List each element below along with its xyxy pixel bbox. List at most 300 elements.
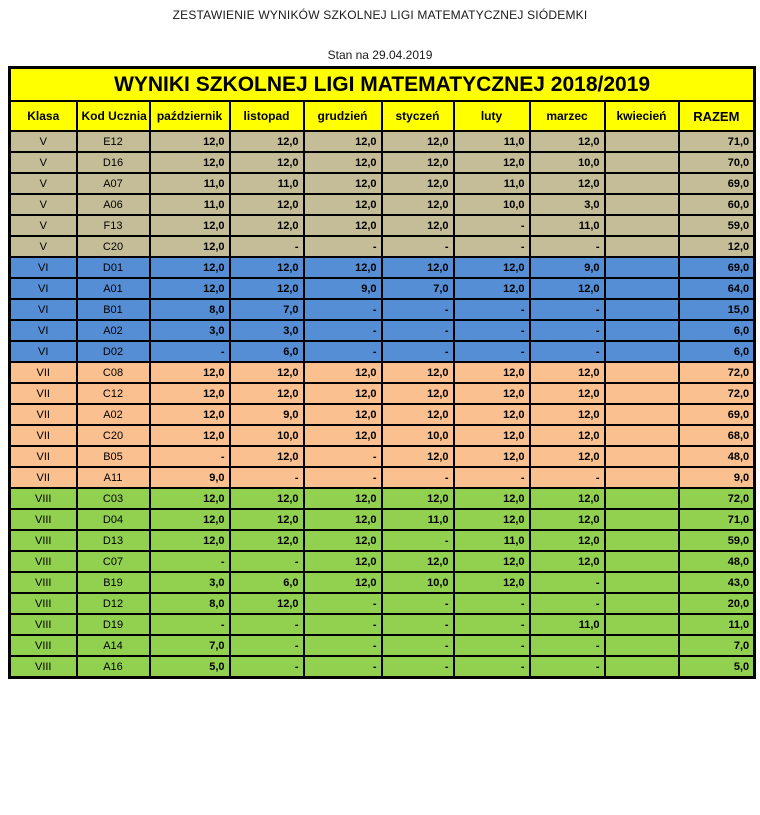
score-cell-luty: 12,0 [454, 152, 530, 173]
score-cell-luty: 12,0 [454, 446, 530, 467]
score-cell-kwiecień [605, 446, 679, 467]
score-cell-październik: - [150, 341, 230, 362]
score-cell-styczeń: - [382, 320, 454, 341]
table-head [10, 68, 755, 132]
kod-cell: C08 [77, 362, 150, 383]
score-cell-listopad: 6,0 [230, 572, 304, 593]
score-cell-październik: 12,0 [150, 488, 230, 509]
score-cell-kwiecień [605, 425, 679, 446]
razem-cell: 69,0 [679, 173, 755, 194]
score-cell-grudzień: 12,0 [304, 257, 382, 278]
score-cell-grudzień: - [304, 236, 382, 257]
score-cell-marzec: 12,0 [530, 509, 605, 530]
header-cell-październik: październik [150, 101, 230, 131]
score-cell-listopad: 6,0 [230, 341, 304, 362]
score-cell-styczeń: 12,0 [382, 152, 454, 173]
razem-cell: 7,0 [679, 635, 755, 656]
table-row [10, 131, 755, 152]
score-cell-listopad: - [230, 656, 304, 678]
razem-cell: 12,0 [679, 236, 755, 257]
razem-cell: 48,0 [679, 446, 755, 467]
score-cell-marzec: 12,0 [530, 530, 605, 551]
score-cell-marzec: 10,0 [530, 152, 605, 173]
score-cell-listopad: 12,0 [230, 446, 304, 467]
score-cell-marzec: - [530, 593, 605, 614]
score-cell-styczeń: 12,0 [382, 173, 454, 194]
score-cell-listopad: - [230, 236, 304, 257]
score-cell-luty: 12,0 [454, 509, 530, 530]
score-cell-marzec: 12,0 [530, 446, 605, 467]
score-cell-marzec: 12,0 [530, 551, 605, 572]
score-cell-grudzień: - [304, 614, 382, 635]
score-cell-kwiecień [605, 593, 679, 614]
score-cell-grudzień: 12,0 [304, 173, 382, 194]
score-cell-marzec: 12,0 [530, 131, 605, 152]
score-cell-październik: 12,0 [150, 257, 230, 278]
klasa-cell: V [10, 131, 77, 152]
kod-cell: C20 [77, 425, 150, 446]
score-cell-marzec: 12,0 [530, 362, 605, 383]
table-row [10, 194, 755, 215]
table-row [10, 635, 755, 656]
score-cell-październik: 12,0 [150, 383, 230, 404]
score-cell-listopad: - [230, 635, 304, 656]
score-cell-grudzień: 12,0 [304, 530, 382, 551]
kod-cell: D02 [77, 341, 150, 362]
table-header-row [10, 101, 755, 131]
results-table [8, 66, 756, 679]
page-subtitle: Stan na 29.04.2019 [327, 48, 433, 62]
header-cell-razem: RAZEM [679, 101, 755, 131]
table-row [10, 383, 755, 404]
score-cell-kwiecień [605, 572, 679, 593]
score-cell-kwiecień [605, 530, 679, 551]
razem-cell: 69,0 [679, 257, 755, 278]
score-cell-październik: 12,0 [150, 425, 230, 446]
score-cell-listopad: 12,0 [230, 278, 304, 299]
table-row [10, 215, 755, 236]
score-cell-listopad: 10,0 [230, 425, 304, 446]
score-cell-styczeń: - [382, 593, 454, 614]
score-cell-luty: 11,0 [454, 131, 530, 152]
razem-cell: 59,0 [679, 530, 755, 551]
score-cell-kwiecień [605, 614, 679, 635]
score-cell-luty: 11,0 [454, 173, 530, 194]
header-cell-kod-ucznia: Kod Ucznia [77, 101, 150, 131]
score-cell-grudzień: 12,0 [304, 488, 382, 509]
score-cell-marzec: - [530, 236, 605, 257]
score-cell-listopad: 9,0 [230, 404, 304, 425]
kod-cell: B05 [77, 446, 150, 467]
razem-cell: 71,0 [679, 131, 755, 152]
score-cell-luty: 12,0 [454, 488, 530, 509]
kod-cell: D19 [77, 614, 150, 635]
score-cell-październik: 7,0 [150, 635, 230, 656]
header-cell-klasa: Klasa [10, 101, 77, 131]
score-cell-kwiecień [605, 488, 679, 509]
klasa-cell: VIII [10, 635, 77, 656]
score-cell-marzec: - [530, 341, 605, 362]
kod-cell: D16 [77, 152, 150, 173]
table-row [10, 572, 755, 593]
score-cell-grudzień: 12,0 [304, 194, 382, 215]
score-cell-marzec: - [530, 467, 605, 488]
page-title: ZESTAWIENIE WYNIKÓW SZKOLNEJ LIGI MATEMATYCZNEJ SIÓDEMKI [172, 8, 588, 22]
score-cell-październik: 12,0 [150, 530, 230, 551]
score-cell-listopad: 12,0 [230, 593, 304, 614]
score-cell-styczeń: 12,0 [382, 551, 454, 572]
header-cell-kwiecień: kwiecień [605, 101, 679, 131]
score-cell-luty: 12,0 [454, 278, 530, 299]
table-row [10, 656, 755, 678]
klasa-cell: VII [10, 383, 77, 404]
table-body [10, 131, 755, 678]
klasa-cell: VI [10, 320, 77, 341]
score-cell-kwiecień [605, 383, 679, 404]
header-cell-styczeń: styczeń [382, 101, 454, 131]
score-cell-grudzień: 12,0 [304, 404, 382, 425]
kod-cell: A14 [77, 635, 150, 656]
score-cell-listopad: 12,0 [230, 152, 304, 173]
score-cell-marzec: 9,0 [530, 257, 605, 278]
score-cell-kwiecień [605, 509, 679, 530]
score-cell-styczeń: - [382, 635, 454, 656]
score-cell-styczeń: - [382, 341, 454, 362]
score-cell-styczeń: - [382, 467, 454, 488]
kod-cell: D04 [77, 509, 150, 530]
score-cell-listopad: 12,0 [230, 362, 304, 383]
score-cell-grudzień: 12,0 [304, 509, 382, 530]
kod-cell: A02 [77, 404, 150, 425]
razem-cell: 6,0 [679, 320, 755, 341]
score-cell-marzec: - [530, 299, 605, 320]
score-cell-marzec: 12,0 [530, 173, 605, 194]
table-row [10, 404, 755, 425]
score-cell-grudzień: 9,0 [304, 278, 382, 299]
table-row [10, 614, 755, 635]
table-title: WYNIKI SZKOLNEJ LIGI MATEMATYCZNEJ 2018/2019 [10, 68, 755, 102]
klasa-cell: V [10, 152, 77, 173]
score-cell-październik: 12,0 [150, 236, 230, 257]
score-cell-marzec: 12,0 [530, 488, 605, 509]
score-cell-październik: - [150, 614, 230, 635]
razem-cell: 59,0 [679, 215, 755, 236]
score-cell-luty: 12,0 [454, 257, 530, 278]
score-cell-luty: - [454, 215, 530, 236]
score-cell-listopad: 7,0 [230, 299, 304, 320]
score-cell-luty: - [454, 320, 530, 341]
score-cell-marzec: - [530, 320, 605, 341]
score-cell-październik: 12,0 [150, 278, 230, 299]
razem-cell: 11,0 [679, 614, 755, 635]
klasa-cell: VII [10, 404, 77, 425]
klasa-cell: VIII [10, 656, 77, 678]
score-cell-kwiecień [605, 173, 679, 194]
score-cell-październik: 12,0 [150, 215, 230, 236]
score-cell-październik: 11,0 [150, 194, 230, 215]
kod-cell: B19 [77, 572, 150, 593]
kod-cell: D01 [77, 257, 150, 278]
score-cell-styczeń: - [382, 299, 454, 320]
score-cell-październik: 12,0 [150, 131, 230, 152]
score-cell-luty: - [454, 635, 530, 656]
klasa-cell: VII [10, 425, 77, 446]
table-row [10, 173, 755, 194]
klasa-cell: VIII [10, 614, 77, 635]
score-cell-styczeń: 12,0 [382, 194, 454, 215]
score-cell-kwiecień [605, 341, 679, 362]
score-cell-styczeń: 12,0 [382, 383, 454, 404]
klasa-cell: VIII [10, 593, 77, 614]
score-cell-luty: - [454, 299, 530, 320]
header-cell-grudzień: grudzień [304, 101, 382, 131]
score-cell-luty: - [454, 614, 530, 635]
score-cell-grudzień: 12,0 [304, 362, 382, 383]
score-cell-styczeń: - [382, 530, 454, 551]
razem-cell: 72,0 [679, 362, 755, 383]
razem-cell: 69,0 [679, 404, 755, 425]
score-cell-październik: 11,0 [150, 173, 230, 194]
table-row [10, 341, 755, 362]
score-cell-kwiecień [605, 194, 679, 215]
klasa-cell: VI [10, 299, 77, 320]
klasa-cell: V [10, 194, 77, 215]
score-cell-listopad: - [230, 467, 304, 488]
score-cell-kwiecień [605, 257, 679, 278]
score-cell-marzec: - [530, 656, 605, 678]
score-cell-grudzień: - [304, 467, 382, 488]
table-row [10, 320, 755, 341]
score-cell-styczeń: 12,0 [382, 131, 454, 152]
score-cell-marzec: 12,0 [530, 425, 605, 446]
score-cell-październik: 5,0 [150, 656, 230, 678]
kod-cell: F13 [77, 215, 150, 236]
score-cell-luty: 12,0 [454, 572, 530, 593]
score-cell-styczeń: 12,0 [382, 362, 454, 383]
score-cell-styczeń: 12,0 [382, 215, 454, 236]
score-cell-listopad: 12,0 [230, 488, 304, 509]
score-cell-grudzień: 12,0 [304, 551, 382, 572]
score-cell-styczeń: 10,0 [382, 425, 454, 446]
score-cell-kwiecień [605, 551, 679, 572]
kod-cell: A16 [77, 656, 150, 678]
score-cell-październik: 3,0 [150, 572, 230, 593]
score-cell-październik: - [150, 446, 230, 467]
score-cell-grudzień: 12,0 [304, 383, 382, 404]
score-cell-styczeń: - [382, 656, 454, 678]
razem-cell: 9,0 [679, 467, 755, 488]
table-row [10, 278, 755, 299]
razem-cell: 68,0 [679, 425, 755, 446]
razem-cell: 72,0 [679, 383, 755, 404]
razem-cell: 72,0 [679, 488, 755, 509]
score-cell-grudzień: 12,0 [304, 131, 382, 152]
table-row [10, 593, 755, 614]
score-cell-luty: 12,0 [454, 362, 530, 383]
score-cell-grudzień: 12,0 [304, 425, 382, 446]
score-cell-kwiecień [605, 320, 679, 341]
table-row [10, 509, 755, 530]
score-cell-styczeń: - [382, 614, 454, 635]
score-cell-luty: - [454, 467, 530, 488]
kod-cell: A11 [77, 467, 150, 488]
table-row [10, 530, 755, 551]
razem-cell: 20,0 [679, 593, 755, 614]
score-cell-listopad: 11,0 [230, 173, 304, 194]
razem-cell: 43,0 [679, 572, 755, 593]
klasa-cell: VIII [10, 551, 77, 572]
klasa-cell: VII [10, 362, 77, 383]
score-cell-marzec: 12,0 [530, 383, 605, 404]
razem-cell: 60,0 [679, 194, 755, 215]
kod-cell: A02 [77, 320, 150, 341]
klasa-cell: VII [10, 467, 77, 488]
kod-cell: B01 [77, 299, 150, 320]
kod-cell: C03 [77, 488, 150, 509]
score-cell-listopad: 12,0 [230, 131, 304, 152]
score-cell-kwiecień [605, 635, 679, 656]
razem-cell: 64,0 [679, 278, 755, 299]
razem-cell: 71,0 [679, 509, 755, 530]
score-cell-luty: 10,0 [454, 194, 530, 215]
score-cell-luty: - [454, 341, 530, 362]
kod-cell: A06 [77, 194, 150, 215]
score-cell-październik: 12,0 [150, 362, 230, 383]
score-cell-styczeń: 11,0 [382, 509, 454, 530]
score-cell-listopad: 12,0 [230, 215, 304, 236]
score-cell-luty: - [454, 236, 530, 257]
score-cell-styczeń: 12,0 [382, 488, 454, 509]
score-cell-listopad: 12,0 [230, 257, 304, 278]
klasa-cell: V [10, 215, 77, 236]
score-cell-październik: 3,0 [150, 320, 230, 341]
kod-cell: C20 [77, 236, 150, 257]
score-cell-grudzień: - [304, 656, 382, 678]
score-cell-marzec: 12,0 [530, 404, 605, 425]
klasa-cell: VI [10, 278, 77, 299]
score-cell-listopad: 12,0 [230, 509, 304, 530]
score-cell-październik: - [150, 551, 230, 572]
score-cell-luty: 11,0 [454, 530, 530, 551]
razem-cell: 6,0 [679, 341, 755, 362]
score-cell-listopad: 12,0 [230, 383, 304, 404]
score-cell-kwiecień [605, 152, 679, 173]
score-cell-listopad: - [230, 551, 304, 572]
score-cell-marzec: 3,0 [530, 194, 605, 215]
score-cell-listopad: - [230, 614, 304, 635]
klasa-cell: VII [10, 446, 77, 467]
score-cell-październik: 12,0 [150, 509, 230, 530]
razem-cell: 5,0 [679, 656, 755, 678]
score-cell-kwiecień [605, 299, 679, 320]
score-cell-grudzień: - [304, 593, 382, 614]
table-title-row [10, 68, 755, 102]
score-cell-kwiecień [605, 131, 679, 152]
score-cell-kwiecień [605, 656, 679, 678]
score-cell-grudzień: 12,0 [304, 215, 382, 236]
score-cell-styczeń: 7,0 [382, 278, 454, 299]
score-cell-marzec: 11,0 [530, 614, 605, 635]
klasa-cell: VIII [10, 572, 77, 593]
kod-cell: D13 [77, 530, 150, 551]
score-cell-marzec: 12,0 [530, 278, 605, 299]
table-row [10, 467, 755, 488]
score-cell-grudzień: - [304, 320, 382, 341]
score-cell-grudzień: 12,0 [304, 572, 382, 593]
klasa-cell: V [10, 173, 77, 194]
score-cell-grudzień: - [304, 341, 382, 362]
score-cell-grudzień: - [304, 635, 382, 656]
kod-cell: A07 [77, 173, 150, 194]
score-cell-luty: - [454, 593, 530, 614]
score-cell-luty: 12,0 [454, 425, 530, 446]
score-cell-marzec: 11,0 [530, 215, 605, 236]
score-cell-kwiecień [605, 236, 679, 257]
razem-cell: 15,0 [679, 299, 755, 320]
score-cell-styczeń: 12,0 [382, 446, 454, 467]
razem-cell: 48,0 [679, 551, 755, 572]
klasa-cell: VIII [10, 509, 77, 530]
header-cell-listopad: listopad [230, 101, 304, 131]
kod-cell: A01 [77, 278, 150, 299]
score-cell-październik: 12,0 [150, 404, 230, 425]
score-cell-październik: 8,0 [150, 299, 230, 320]
score-cell-listopad: 12,0 [230, 530, 304, 551]
table-row [10, 425, 755, 446]
score-cell-październik: 12,0 [150, 152, 230, 173]
score-cell-październik: 8,0 [150, 593, 230, 614]
kod-cell: C12 [77, 383, 150, 404]
score-cell-luty: - [454, 656, 530, 678]
score-cell-marzec: - [530, 572, 605, 593]
kod-cell: E12 [77, 131, 150, 152]
score-cell-styczeń: 12,0 [382, 257, 454, 278]
score-cell-listopad: 12,0 [230, 194, 304, 215]
score-cell-kwiecień [605, 362, 679, 383]
kod-cell: C07 [77, 551, 150, 572]
score-cell-styczeń: 12,0 [382, 404, 454, 425]
score-cell-kwiecień [605, 278, 679, 299]
score-cell-luty: 12,0 [454, 551, 530, 572]
razem-cell: 70,0 [679, 152, 755, 173]
table-row [10, 152, 755, 173]
klasa-cell: VIII [10, 488, 77, 509]
score-cell-styczeń: 10,0 [382, 572, 454, 593]
kod-cell: D12 [77, 593, 150, 614]
score-cell-luty: 12,0 [454, 404, 530, 425]
score-cell-marzec: - [530, 635, 605, 656]
table-row [10, 446, 755, 467]
score-cell-luty: 12,0 [454, 383, 530, 404]
table-row [10, 257, 755, 278]
score-cell-kwiecień [605, 467, 679, 488]
score-cell-październik: 9,0 [150, 467, 230, 488]
table-row [10, 299, 755, 320]
klasa-cell: VI [10, 341, 77, 362]
klasa-cell: VIII [10, 530, 77, 551]
table-row [10, 551, 755, 572]
score-cell-grudzień: - [304, 299, 382, 320]
score-cell-listopad: 3,0 [230, 320, 304, 341]
table-row [10, 236, 755, 257]
klasa-cell: VI [10, 257, 77, 278]
klasa-cell: V [10, 236, 77, 257]
score-cell-grudzień: 12,0 [304, 152, 382, 173]
header-cell-marzec: marzec [530, 101, 605, 131]
score-cell-styczeń: - [382, 236, 454, 257]
score-cell-grudzień: - [304, 446, 382, 467]
header-cell-luty: luty [454, 101, 530, 131]
